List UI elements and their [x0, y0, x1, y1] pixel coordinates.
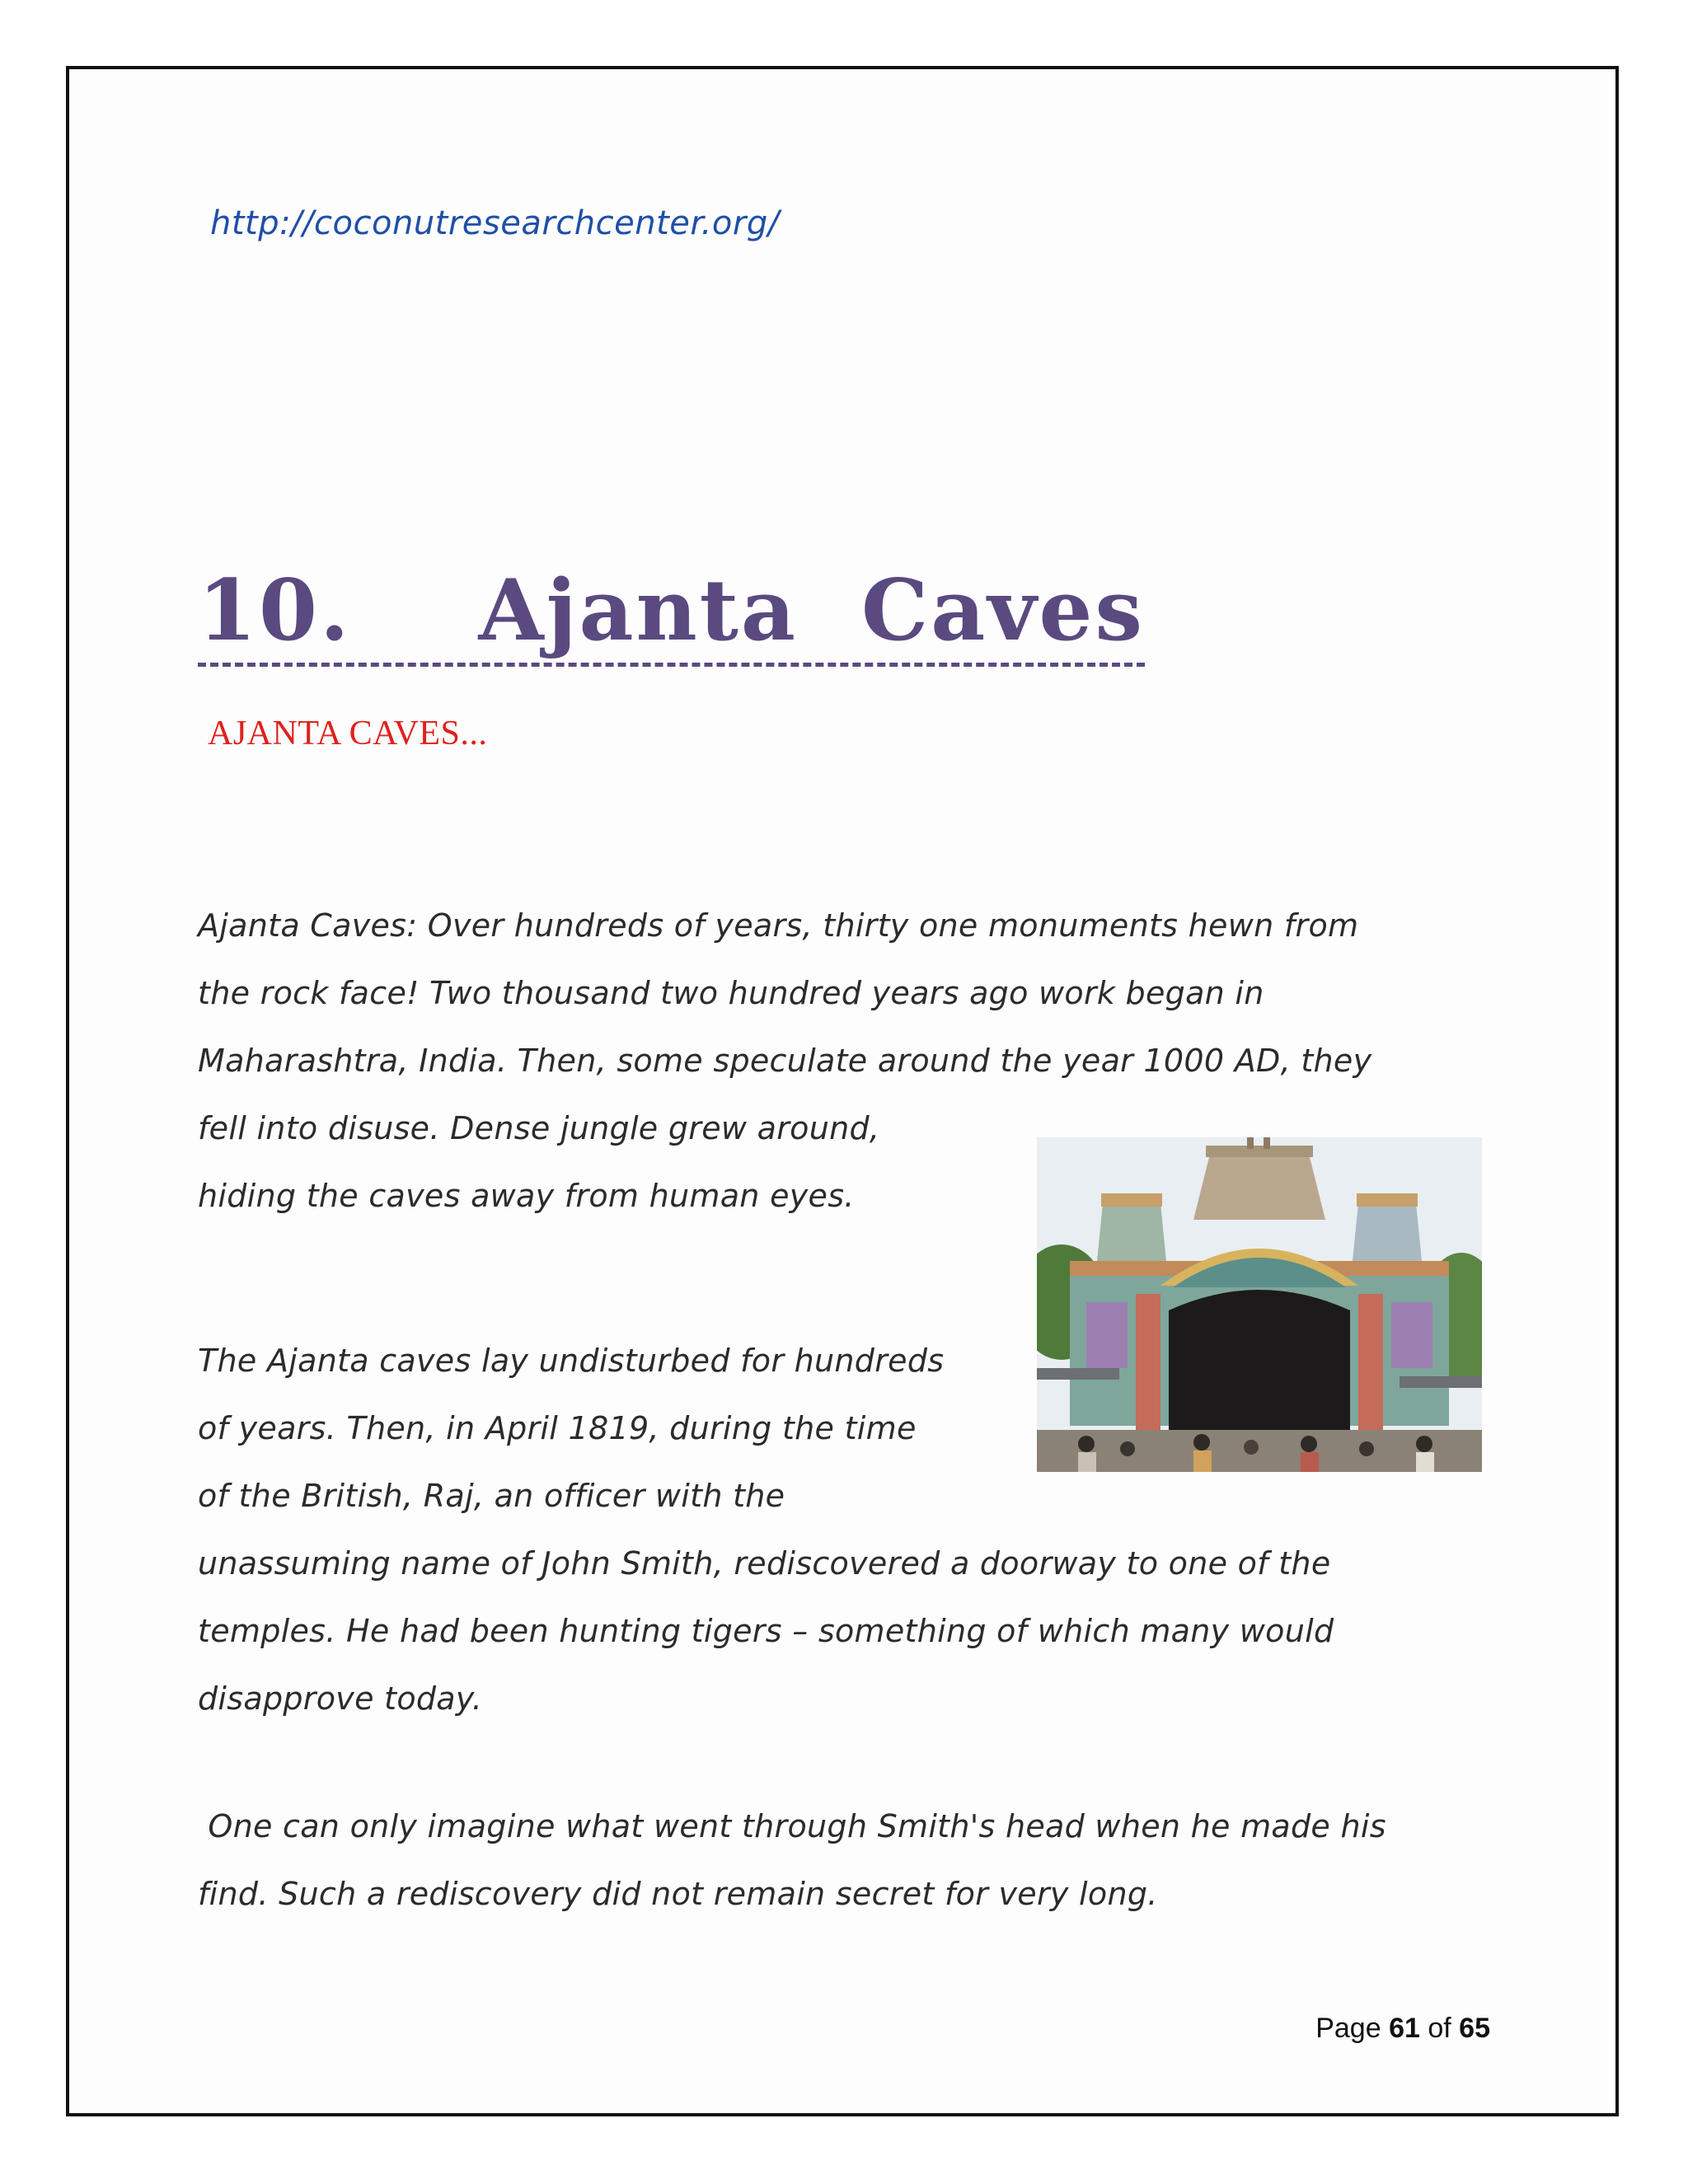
- paragraph-line: hiding the caves away from human eyes.: [198, 1178, 855, 1214]
- paragraph-line: The Ajanta caves lay undisturbed for hundreds: [198, 1343, 945, 1379]
- page-number: [1315, 2013, 1490, 2045]
- paragraph-line: unassuming name of John Smith, rediscovered a doorway to one of the: [198, 1545, 1331, 1582]
- paragraph-line: disapprove today.: [198, 1680, 483, 1717]
- chapter-heading: 10. Ajanta Caves: [198, 569, 1145, 667]
- source-url-link[interactable]: http://coconutresearchcenter.org/: [210, 204, 780, 242]
- paragraph-2: [198, 1327, 1492, 1732]
- paragraph-3: [198, 1793, 1492, 1928]
- paragraph-line: Ajanta Caves: Over hundreds of years, thirty one monuments hewn from: [198, 907, 1359, 944]
- page-prefix: Page: [1315, 2013, 1381, 2044]
- paragraph-line: Maharashtra, India. Then, some speculate around the year 1000 AD, they: [198, 1043, 1372, 1079]
- paragraph-line: of years. Then, in April 1819, during the time: [198, 1410, 917, 1446]
- paragraph-line: of the British, Raj, an officer with the: [198, 1478, 785, 1514]
- current-page-number: 61: [1389, 2013, 1420, 2044]
- paragraph-line: the rock face! Two thousand two hundred years ago work began in: [198, 975, 1264, 1011]
- paragraph-line: find. Such a rediscovery did not remain secret for very long.: [198, 1876, 1158, 1912]
- page-of: of: [1428, 2013, 1451, 2044]
- chapter-subtitle: AJANTA CAVES...: [208, 715, 488, 752]
- paragraph-line: One can only imagine what went through Smith's head when he made his: [198, 1808, 1386, 1844]
- paragraph-line: fell into disuse. Dense jungle grew around,: [198, 1110, 880, 1146]
- total-pages-number: 65: [1459, 2013, 1490, 2044]
- paragraph-line: temples. He had been hunting tigers – something of which many would: [198, 1613, 1334, 1649]
